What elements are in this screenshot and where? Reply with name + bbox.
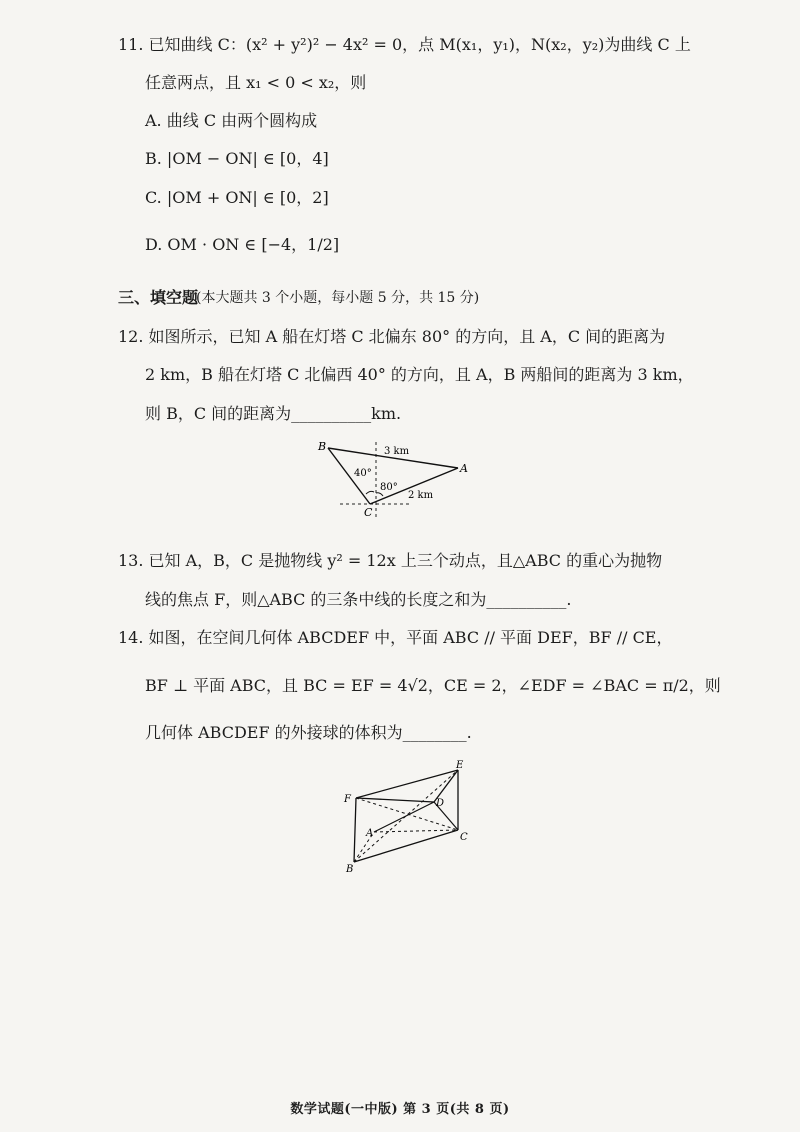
q11-option-b: B. |OM − ON| ∈ [0，4] xyxy=(145,149,329,168)
q13-line1: 13. 已知 A，B，C 是抛物线 y² = 12x 上三个动点，且△ABC 的重心为抛物 xyxy=(118,551,663,570)
angle-arc-east xyxy=(376,493,383,496)
q12-figure xyxy=(300,436,500,526)
q14-line3: 几何体 ABCDEF 的外接球的体积为________. xyxy=(145,723,472,742)
label-2km: 2 km xyxy=(408,490,434,501)
label-c: C xyxy=(460,832,468,843)
edge-fe xyxy=(356,770,458,798)
q11-stem-line1: 11. 已知曲线 C：(x² + y²)² − 4x² = 0，点 M(x₁，y₁)，N(x₂，y₂)为曲线 C 上 xyxy=(118,35,691,54)
label-a: A xyxy=(366,828,374,839)
q14-figure xyxy=(338,758,488,878)
edge-da xyxy=(374,802,434,832)
q11-option-c: C. |OM + ON| ∈ [0，2] xyxy=(145,188,329,207)
label-f: F xyxy=(344,794,351,805)
label-a: A xyxy=(460,462,468,475)
angle-arc-west xyxy=(366,491,374,494)
label-b: B xyxy=(346,864,354,875)
label-d: D xyxy=(436,798,445,809)
label-b: B xyxy=(318,440,327,453)
q11-option-a: A. 曲线 C 由两个圆构成 xyxy=(145,111,318,130)
q14-line2: BF ⊥ 平面 ABC，且 BC = EF = 4√2，CE = 2，∠EDF = ∠BAC = π/2，则 xyxy=(145,676,721,695)
section3-header: 三、填空题 (本大题共 3 个小题，每小题 5 分，共 15 分) xyxy=(118,288,480,307)
q13-line2: 线的焦点 F，则△ABC 的三条中线的长度之和为__________. xyxy=(145,590,572,609)
edge-ac xyxy=(374,830,458,832)
label-c: C xyxy=(364,506,373,519)
label-40deg: 40° xyxy=(354,468,372,479)
edge-fb xyxy=(354,798,356,862)
q14-line1: 14. 如图，在空间几何体 ABCDEF 中，平面 ABC // 平面 DEF，BF // CE， xyxy=(118,628,673,647)
q11-stem-line2: 任意两点，且 x₁ < 0 < x₂，则 xyxy=(145,73,367,92)
q11-option-d: D. OM · ON ∈ [−4，1/2] xyxy=(145,235,340,254)
label-80deg: 80° xyxy=(380,482,398,493)
q12-line3: 则 B，C 间的距离为__________km. xyxy=(145,404,402,423)
q12-line1: 12. 如图所示，已知 A 船在灯塔 C 北偏东 80° 的方向，且 A，C 间的距离为 xyxy=(118,327,666,346)
label-3km: 3 km xyxy=(384,446,410,457)
q12-line2: 2 km，B 船在灯塔 C 北偏西 40° 的方向，且 A，B 两船间的距离为 3 km， xyxy=(145,365,694,384)
page-footer: 数学试题(一中版) 第 3 页(共 8 页) xyxy=(290,1102,510,1117)
label-e: E xyxy=(456,760,464,771)
